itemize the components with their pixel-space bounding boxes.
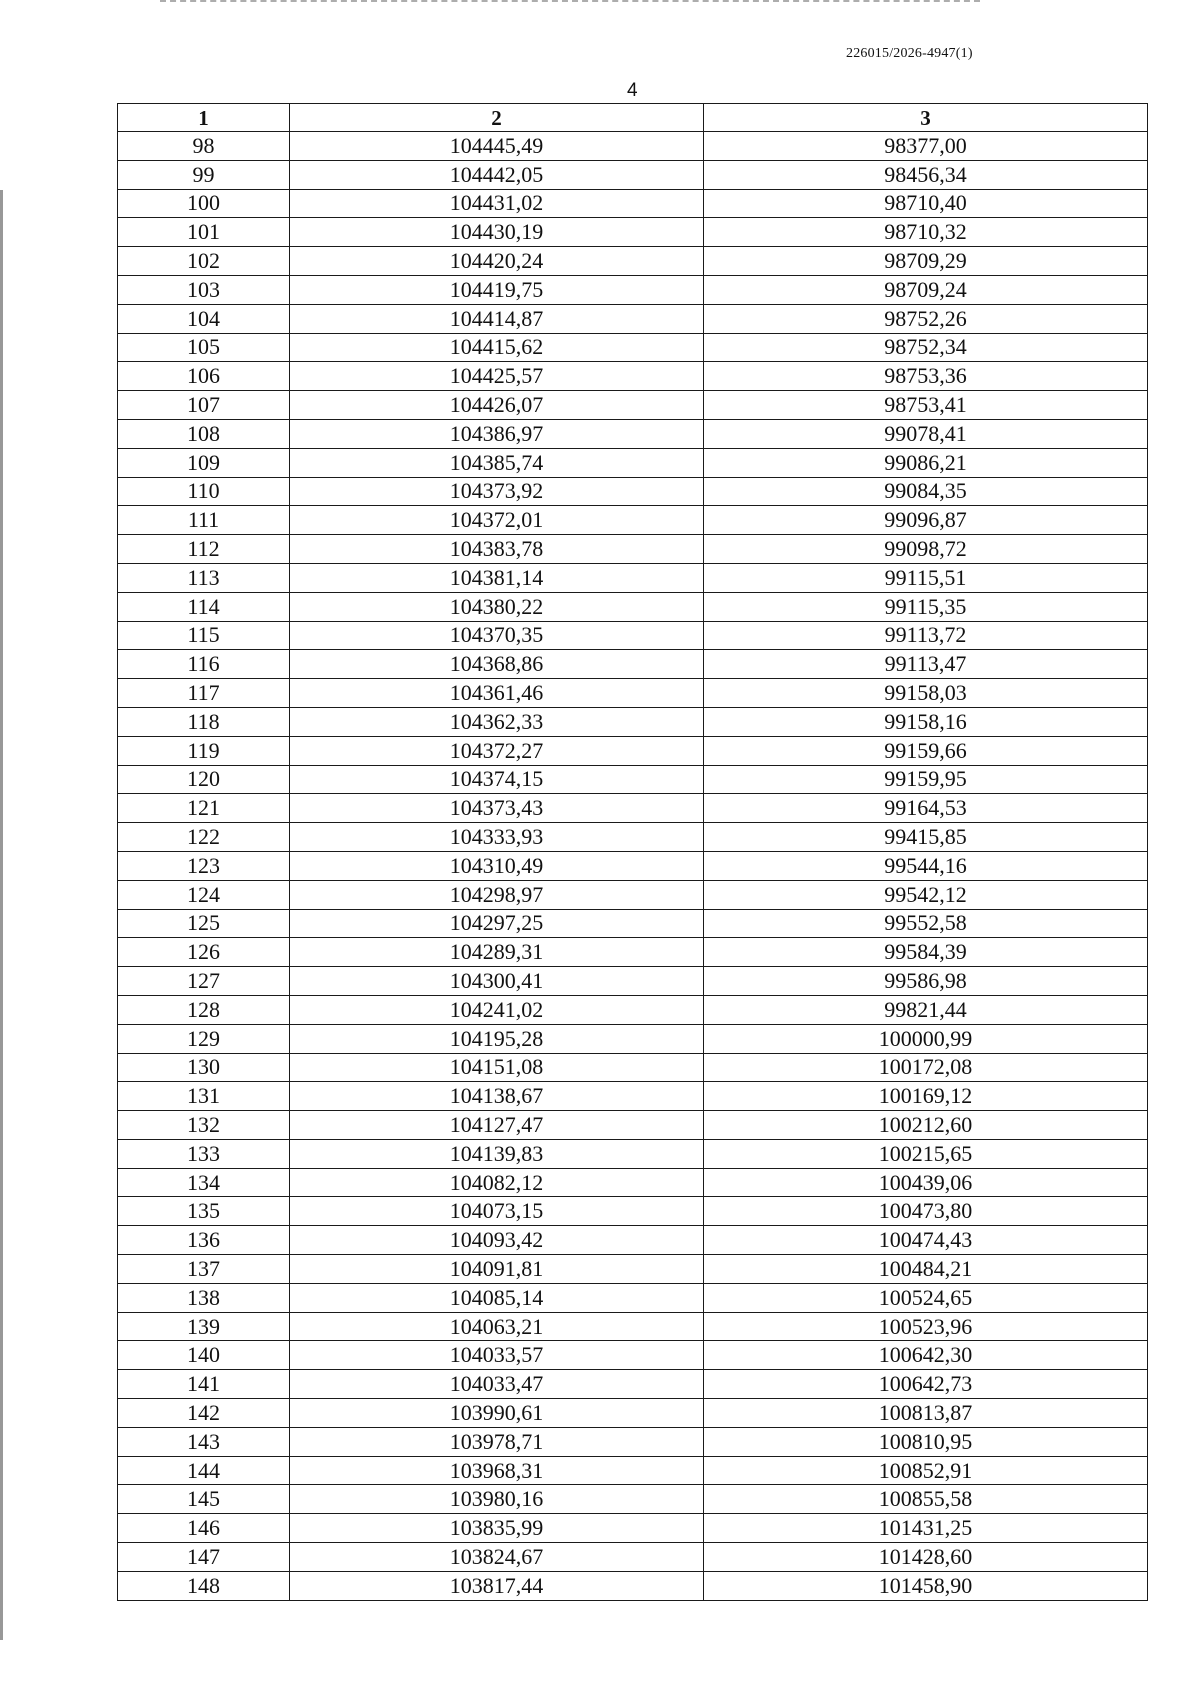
y-coordinate-cell: 99078,41: [704, 419, 1148, 448]
table-row: [118, 1168, 1148, 1197]
table-row: [118, 995, 1148, 1024]
x-coordinate-cell: 104151,08: [290, 1053, 704, 1082]
point-number-cell: 106: [118, 362, 290, 391]
x-coordinate-cell: 104372,27: [290, 736, 704, 765]
y-coordinate-cell: 99821,44: [704, 995, 1148, 1024]
table-row: [118, 247, 1148, 276]
point-number-cell: 121: [118, 794, 290, 823]
point-number-cell: 111: [118, 506, 290, 535]
point-number-cell: 99: [118, 160, 290, 189]
y-coordinate-cell: 99086,21: [704, 448, 1148, 477]
y-coordinate-cell: 100172,08: [704, 1053, 1148, 1082]
point-number-cell: 100: [118, 189, 290, 218]
table-row: [118, 189, 1148, 218]
table-body: [118, 132, 1148, 1601]
point-number-cell: 136: [118, 1226, 290, 1255]
point-number-cell: 109: [118, 448, 290, 477]
column-header-1: 1: [118, 104, 290, 132]
point-number-cell: 102: [118, 247, 290, 276]
x-coordinate-cell: 104445,49: [290, 132, 704, 161]
table-row: [118, 275, 1148, 304]
point-number-cell: 140: [118, 1341, 290, 1370]
point-number-cell: 138: [118, 1283, 290, 1312]
y-coordinate-cell: 100855,58: [704, 1485, 1148, 1514]
x-coordinate-cell: 103978,71: [290, 1427, 704, 1456]
y-coordinate-cell: 100524,65: [704, 1283, 1148, 1312]
table-row: [118, 1370, 1148, 1399]
x-coordinate-cell: 104368,86: [290, 650, 704, 679]
point-number-cell: 128: [118, 995, 290, 1024]
table-row: [118, 1111, 1148, 1140]
x-coordinate-cell: 104033,57: [290, 1341, 704, 1370]
y-coordinate-cell: 98752,34: [704, 333, 1148, 362]
point-number-cell: 133: [118, 1139, 290, 1168]
y-coordinate-cell: 99158,03: [704, 679, 1148, 708]
point-number-cell: 113: [118, 563, 290, 592]
point-number-cell: 122: [118, 823, 290, 852]
point-number-cell: 127: [118, 967, 290, 996]
x-coordinate-cell: 104091,81: [290, 1255, 704, 1284]
x-coordinate-cell: 104415,62: [290, 333, 704, 362]
x-coordinate-cell: 104073,15: [290, 1197, 704, 1226]
y-coordinate-cell: 100813,87: [704, 1399, 1148, 1428]
point-number-cell: 145: [118, 1485, 290, 1514]
y-coordinate-cell: 99113,72: [704, 621, 1148, 650]
point-number-cell: 148: [118, 1571, 290, 1600]
y-coordinate-cell: 98752,26: [704, 304, 1148, 333]
x-coordinate-cell: 104310,49: [290, 851, 704, 880]
y-coordinate-cell: 99115,35: [704, 592, 1148, 621]
y-coordinate-cell: 100169,12: [704, 1082, 1148, 1111]
scan-top-marks: [160, 0, 980, 6]
table-row: [118, 333, 1148, 362]
y-coordinate-cell: 100473,80: [704, 1197, 1148, 1226]
y-coordinate-cell: 99544,16: [704, 851, 1148, 880]
table-row: [118, 535, 1148, 564]
y-coordinate-cell: 98456,34: [704, 160, 1148, 189]
page-number: 4: [627, 80, 638, 101]
x-coordinate-cell: 104093,42: [290, 1226, 704, 1255]
x-coordinate-cell: 104085,14: [290, 1283, 704, 1312]
table-row: [118, 448, 1148, 477]
x-coordinate-cell: 104420,24: [290, 247, 704, 276]
y-coordinate-cell: 100212,60: [704, 1111, 1148, 1140]
y-coordinate-cell: 98709,24: [704, 275, 1148, 304]
x-coordinate-cell: 104361,46: [290, 679, 704, 708]
x-coordinate-cell: 104373,43: [290, 794, 704, 823]
point-number-cell: 124: [118, 880, 290, 909]
y-coordinate-cell: 98710,40: [704, 189, 1148, 218]
point-number-cell: 112: [118, 535, 290, 564]
point-number-cell: 120: [118, 765, 290, 794]
y-coordinate-cell: 100484,21: [704, 1255, 1148, 1284]
point-number-cell: 98: [118, 132, 290, 161]
table-row: [118, 679, 1148, 708]
x-coordinate-cell: 104386,97: [290, 419, 704, 448]
coordinates-table: [117, 103, 1148, 1601]
y-coordinate-cell: 100523,96: [704, 1312, 1148, 1341]
table-row: [118, 1341, 1148, 1370]
y-coordinate-cell: 100474,43: [704, 1226, 1148, 1255]
x-coordinate-cell: 104362,33: [290, 707, 704, 736]
point-number-cell: 137: [118, 1255, 290, 1284]
x-coordinate-cell: 103835,99: [290, 1514, 704, 1543]
x-coordinate-cell: 104063,21: [290, 1312, 704, 1341]
x-coordinate-cell: 103817,44: [290, 1571, 704, 1600]
point-number-cell: 110: [118, 477, 290, 506]
x-coordinate-cell: 104300,41: [290, 967, 704, 996]
point-number-cell: 117: [118, 679, 290, 708]
table-row: [118, 909, 1148, 938]
y-coordinate-cell: 98753,41: [704, 391, 1148, 420]
scan-left-edge: [0, 190, 3, 1640]
y-coordinate-cell: 100642,73: [704, 1370, 1148, 1399]
point-number-cell: 118: [118, 707, 290, 736]
y-coordinate-cell: 99586,98: [704, 967, 1148, 996]
table-row: [118, 1312, 1148, 1341]
table-row: [118, 650, 1148, 679]
x-coordinate-cell: 104289,31: [290, 938, 704, 967]
table-row: [118, 1053, 1148, 1082]
point-number-cell: 103: [118, 275, 290, 304]
table-row: [118, 967, 1148, 996]
point-number-cell: 130: [118, 1053, 290, 1082]
y-coordinate-cell: 101431,25: [704, 1514, 1148, 1543]
x-coordinate-cell: 104138,67: [290, 1082, 704, 1111]
point-number-cell: 105: [118, 333, 290, 362]
x-coordinate-cell: 104033,47: [290, 1370, 704, 1399]
point-number-cell: 144: [118, 1456, 290, 1485]
table-row: [118, 794, 1148, 823]
point-number-cell: 132: [118, 1111, 290, 1140]
table-row: [118, 563, 1148, 592]
table-row: [118, 736, 1148, 765]
table-row: [118, 621, 1148, 650]
point-number-cell: 141: [118, 1370, 290, 1399]
table-row: [118, 851, 1148, 880]
x-coordinate-cell: 103990,61: [290, 1399, 704, 1428]
point-number-cell: 142: [118, 1399, 290, 1428]
y-coordinate-cell: 99164,53: [704, 794, 1148, 823]
x-coordinate-cell: 104297,25: [290, 909, 704, 938]
point-number-cell: 131: [118, 1082, 290, 1111]
point-number-cell: 108: [118, 419, 290, 448]
table-row: [118, 1255, 1148, 1284]
column-header-2: 2: [290, 104, 704, 132]
point-number-cell: 139: [118, 1312, 290, 1341]
table-row: [118, 218, 1148, 247]
x-coordinate-cell: 104374,15: [290, 765, 704, 794]
x-coordinate-cell: 104426,07: [290, 391, 704, 420]
table-row: [118, 707, 1148, 736]
y-coordinate-cell: 99159,66: [704, 736, 1148, 765]
x-coordinate-cell: 104298,97: [290, 880, 704, 909]
point-number-cell: 126: [118, 938, 290, 967]
x-coordinate-cell: 103968,31: [290, 1456, 704, 1485]
table-row: [118, 1139, 1148, 1168]
y-coordinate-cell: 99415,85: [704, 823, 1148, 852]
point-number-cell: 119: [118, 736, 290, 765]
x-coordinate-cell: 104385,74: [290, 448, 704, 477]
column-header-3: 3: [704, 104, 1148, 132]
x-coordinate-cell: 104127,47: [290, 1111, 704, 1140]
y-coordinate-cell: 99584,39: [704, 938, 1148, 967]
table-row: [118, 1571, 1148, 1600]
y-coordinate-cell: 100439,06: [704, 1168, 1148, 1197]
point-number-cell: 129: [118, 1024, 290, 1053]
x-coordinate-cell: 103824,67: [290, 1543, 704, 1572]
y-coordinate-cell: 99113,47: [704, 650, 1148, 679]
x-coordinate-cell: 104419,75: [290, 275, 704, 304]
table-row: [118, 1024, 1148, 1053]
table-row: [118, 1283, 1148, 1312]
table-row: [118, 880, 1148, 909]
y-coordinate-cell: 99084,35: [704, 477, 1148, 506]
document-number: 226015/2026-4947(1): [846, 46, 973, 61]
y-coordinate-cell: 98709,29: [704, 247, 1148, 276]
point-number-cell: 146: [118, 1514, 290, 1543]
table-row: [118, 1514, 1148, 1543]
x-coordinate-cell: 104082,12: [290, 1168, 704, 1197]
point-number-cell: 107: [118, 391, 290, 420]
point-number-cell: 114: [118, 592, 290, 621]
table-row: [118, 1485, 1148, 1514]
x-coordinate-cell: 103980,16: [290, 1485, 704, 1514]
table-row: [118, 1399, 1148, 1428]
y-coordinate-cell: 100215,65: [704, 1139, 1148, 1168]
point-number-cell: 101: [118, 218, 290, 247]
table-row: [118, 1082, 1148, 1111]
table-row: [118, 160, 1148, 189]
table-row: [118, 592, 1148, 621]
point-number-cell: 143: [118, 1427, 290, 1456]
table-row: [118, 391, 1148, 420]
y-coordinate-cell: 99159,95: [704, 765, 1148, 794]
table-row: [118, 938, 1148, 967]
y-coordinate-cell: 98710,32: [704, 218, 1148, 247]
x-coordinate-cell: 104333,93: [290, 823, 704, 852]
y-coordinate-cell: 100000,99: [704, 1024, 1148, 1053]
table-row: [118, 419, 1148, 448]
table-row: [118, 304, 1148, 333]
x-coordinate-cell: 104430,19: [290, 218, 704, 247]
table-row: [118, 1543, 1148, 1572]
y-coordinate-cell: 99096,87: [704, 506, 1148, 535]
y-coordinate-cell: 100810,95: [704, 1427, 1148, 1456]
x-coordinate-cell: 104425,57: [290, 362, 704, 391]
table-row: [118, 823, 1148, 852]
table-row: [118, 362, 1148, 391]
y-coordinate-cell: 100852,91: [704, 1456, 1148, 1485]
x-coordinate-cell: 104195,28: [290, 1024, 704, 1053]
y-coordinate-cell: 101458,90: [704, 1571, 1148, 1600]
point-number-cell: 123: [118, 851, 290, 880]
x-coordinate-cell: 104372,01: [290, 506, 704, 535]
table-row: [118, 1427, 1148, 1456]
table-row: [118, 765, 1148, 794]
y-coordinate-cell: 100642,30: [704, 1341, 1148, 1370]
y-coordinate-cell: 99158,16: [704, 707, 1148, 736]
y-coordinate-cell: 101428,60: [704, 1543, 1148, 1572]
table-row: [118, 477, 1148, 506]
table-row: [118, 132, 1148, 161]
x-coordinate-cell: 104373,92: [290, 477, 704, 506]
table-row: [118, 1226, 1148, 1255]
point-number-cell: 116: [118, 650, 290, 679]
point-number-cell: 104: [118, 304, 290, 333]
x-coordinate-cell: 104414,87: [290, 304, 704, 333]
y-coordinate-cell: 98377,00: [704, 132, 1148, 161]
point-number-cell: 135: [118, 1197, 290, 1226]
point-number-cell: 115: [118, 621, 290, 650]
x-coordinate-cell: 104370,35: [290, 621, 704, 650]
x-coordinate-cell: 104383,78: [290, 535, 704, 564]
x-coordinate-cell: 104241,02: [290, 995, 704, 1024]
table-row: [118, 1456, 1148, 1485]
y-coordinate-cell: 99115,51: [704, 563, 1148, 592]
y-coordinate-cell: 98753,36: [704, 362, 1148, 391]
table-row: [118, 1197, 1148, 1226]
point-number-cell: 125: [118, 909, 290, 938]
point-number-cell: 147: [118, 1543, 290, 1572]
x-coordinate-cell: 104380,22: [290, 592, 704, 621]
x-coordinate-cell: 104431,02: [290, 189, 704, 218]
table-row: [118, 506, 1148, 535]
x-coordinate-cell: 104139,83: [290, 1139, 704, 1168]
y-coordinate-cell: 99098,72: [704, 535, 1148, 564]
y-coordinate-cell: 99552,58: [704, 909, 1148, 938]
y-coordinate-cell: 99542,12: [704, 880, 1148, 909]
x-coordinate-cell: 104442,05: [290, 160, 704, 189]
table-header-row: [118, 104, 1148, 132]
point-number-cell: 134: [118, 1168, 290, 1197]
x-coordinate-cell: 104381,14: [290, 563, 704, 592]
